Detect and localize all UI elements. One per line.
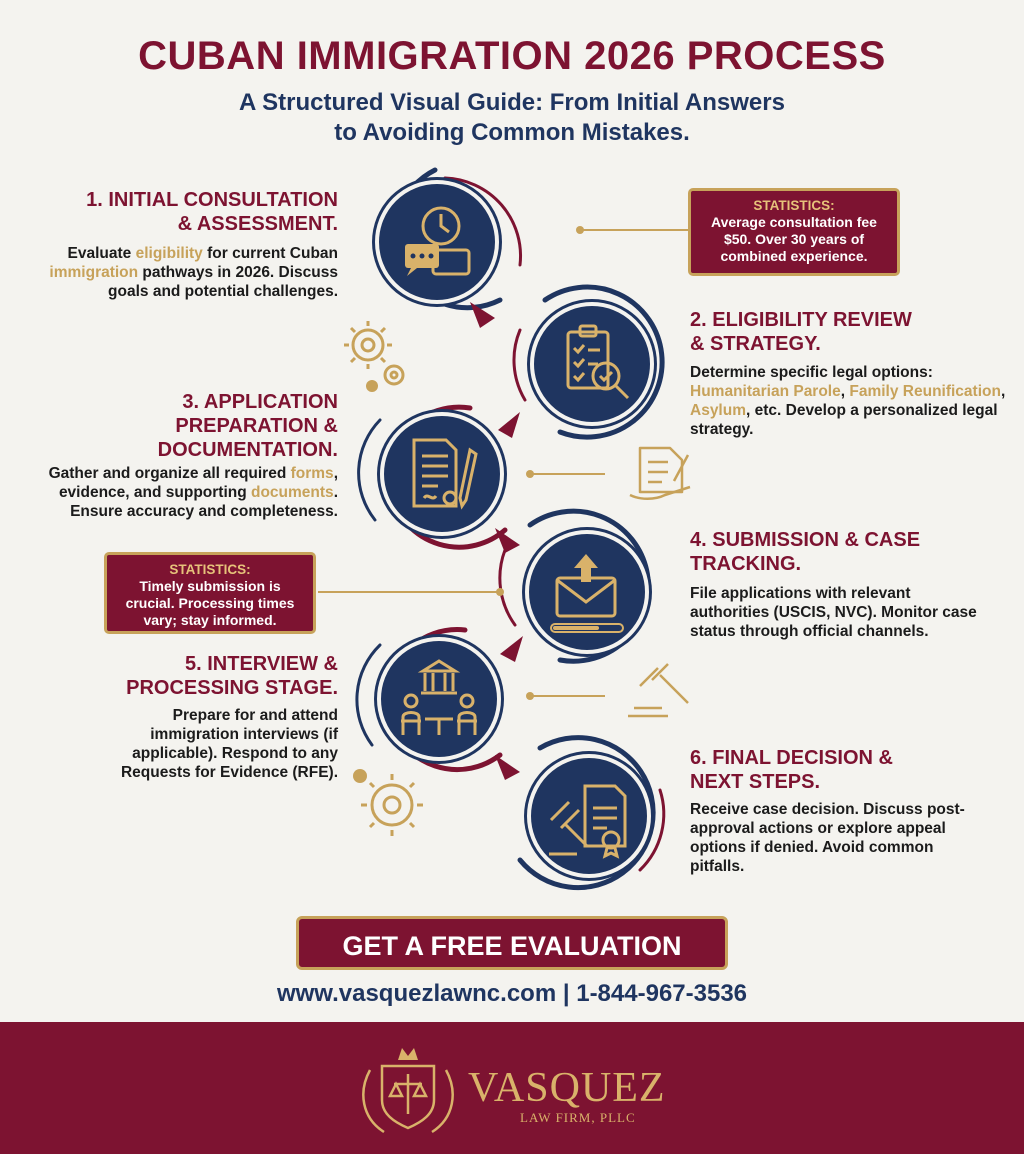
step-title-line: TRACKING. [690, 553, 802, 575]
document-pen-icon [384, 416, 500, 532]
desc-text: , [840, 383, 850, 400]
subtitle-line: to Avoiding Common Mistakes. [334, 119, 690, 146]
step-1-circle [375, 180, 499, 304]
firm-name[interactable]: VASQUEZ [468, 1065, 666, 1111]
step-5-title [20, 652, 338, 700]
statistics-text: Timely submission is crucial. Processing times vary; stay informed. [125, 578, 295, 628]
step-3-title [20, 390, 338, 462]
statistics-box [104, 552, 316, 634]
free-evaluation-button[interactable]: GET A FREE EVALUATION [296, 916, 728, 970]
step-title-line: 1. INITIAL CONSULTATION [86, 189, 338, 211]
step-1-description [20, 244, 338, 301]
step-1-title [20, 188, 338, 236]
statistics-text: Average consultation fee $50. Over 30 years of combined experience. [711, 214, 877, 264]
step-5-description: Prepare for and attend immigration interviews (if applicable). Respond to any Requests for Evidence (RFE). [120, 707, 338, 781]
step-3-description [20, 464, 338, 521]
step-title-line: & ASSESSMENT. [177, 213, 338, 235]
desc-highlight: documents [251, 484, 334, 501]
gavel-certificate-icon [531, 758, 647, 874]
step-4-description: File applications with relevant authorities (USCIS, NVC). Monitor case status through official channels. [690, 585, 977, 640]
step-title-line: PROCESSING STAGE. [126, 677, 338, 699]
statistics-box [688, 188, 900, 276]
desc-text: , evidence, and supporting [58, 465, 338, 501]
step-title-line: 3. APPLICATION [182, 391, 338, 413]
arrow-icon [500, 636, 523, 662]
gear-icon [361, 774, 423, 836]
desc-text: for current Cuban [202, 245, 338, 262]
step-title-line: DOCUMENTATION. [157, 439, 338, 461]
step-title-line: 5. INTERVIEW & [185, 653, 338, 675]
connector-arc [359, 420, 380, 520]
desc-highlight: immigration [49, 264, 139, 281]
firm-name-sub: LAW FIRM, PLLC [520, 1110, 636, 1125]
desc-text: , etc. Develop a personalized legal strategy. [690, 402, 998, 438]
step-6-circle [527, 754, 651, 878]
gavel-icon [628, 664, 688, 716]
envelope-upload-icon [529, 534, 645, 650]
desc-text: Determine specific legal options: [690, 364, 933, 381]
desc-highlight: forms [290, 465, 334, 482]
gear-icon [366, 380, 378, 392]
contact-info[interactable]: www.vasquezlawnc.com | 1-844-967-3536 [276, 980, 748, 1007]
desc-text: pathways in 2026. Discuss goals and potential challenges. [108, 264, 338, 300]
arrow-icon [498, 412, 520, 438]
connector-arc [500, 550, 515, 625]
gear-icon [385, 366, 403, 384]
clock-chat-icon [379, 184, 495, 300]
subtitle-line: A Structured Visual Guide: From Initial Answers [239, 89, 785, 116]
gear-icon [353, 769, 367, 783]
desc-text: , [1000, 383, 1006, 400]
desc-highlight: Asylum [690, 402, 746, 419]
gear-icon [344, 321, 392, 369]
desc-text: Evaluate [67, 245, 136, 262]
desc-text: . Ensure accuracy and completeness. [70, 484, 338, 520]
clipboard-magnifier-icon [534, 306, 650, 422]
step-6-description: Receive case decision. Discuss post-approval actions or explore appeal options if denied. Avoid common pitfalls. [690, 801, 965, 875]
arrow-icon [495, 755, 520, 780]
interview-building-icon [381, 641, 497, 757]
step-title-line: NEXT STEPS. [690, 771, 821, 793]
step-6-title [690, 746, 1010, 794]
step-title-line: 2. ELIGIBILITY REVIEW [690, 309, 912, 331]
step-4-circle [525, 530, 649, 654]
step-3-circle [380, 412, 504, 536]
step-2-description [690, 363, 1010, 439]
step-title-line: & STRATEGY. [690, 333, 821, 355]
step-5-circle [377, 637, 501, 761]
page-title: CUBAN IMMIGRATION 2026 PROCESS [138, 34, 886, 78]
step-title-line: 6. FINAL DECISION & [690, 747, 893, 769]
desc-highlight: Family Reunification [849, 383, 1001, 400]
desc-highlight: Humanitarian Parole [690, 383, 841, 400]
step-title-line: 4. SUBMISSION & CASE [690, 529, 921, 551]
desc-highlight: eligibility [135, 245, 203, 262]
step-4-title [690, 528, 1010, 576]
step-2-circle [530, 302, 654, 426]
page-subtitle [0, 88, 1024, 148]
step-2-title [690, 308, 1010, 356]
desc-text: Gather and organize all required [48, 465, 291, 482]
statistics-label: STATISTICS: [753, 198, 835, 213]
connector-arc [514, 330, 525, 400]
statistics-label: STATISTICS: [169, 562, 251, 577]
step-title-line: PREPARATION & [175, 415, 338, 437]
document-hand-icon [630, 448, 690, 499]
